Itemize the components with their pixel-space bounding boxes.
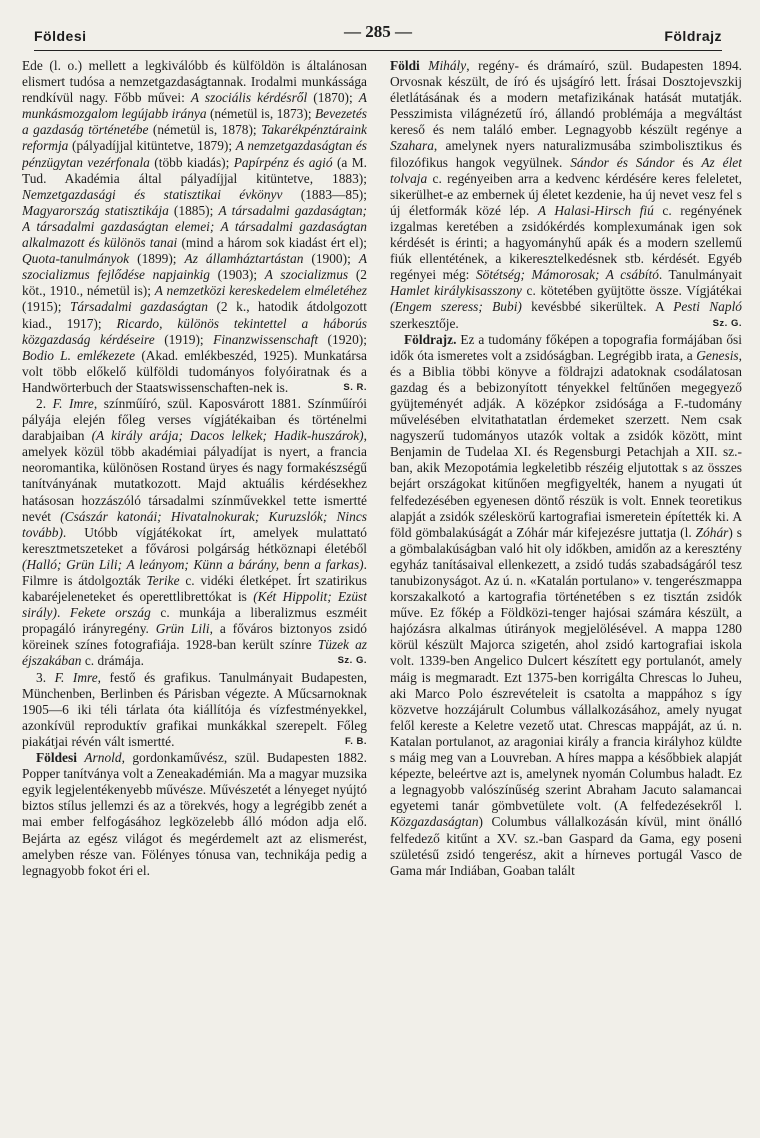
italic-text: A szocializmus [264,267,349,283]
author-signature: Sz. G. [337,655,367,667]
italic-text: Magyarország statisztikája [22,202,169,218]
entry-text: (1915); [22,299,70,315]
entry-text: ) Columbus vállalkozásán kívül, mint önálló felfedező kitűnt a XV. sz.-ban Gaspard da Gama, egy poseni születésű zsidó tengerész, akit a hírneves portugál Vasco de Gama már Indiában, Goaban talált [390,814,742,878]
entry-text: (a M. Tud. Akadémia által pályadíjjal kitüntetve, 1883); [22,154,367,186]
italic-text: Társadalmi gazdaságtan [69,299,208,315]
italic-text: F. Imre [54,669,98,685]
entry-paragraph [390,332,742,879]
italic-text: A szocializmus fejlődése napjainkig [22,251,367,283]
author-signature: Sz. G. [712,317,742,329]
entry-text: c. vidéki életképet. Írt szatirikus kabaréjeleneteket és operettlibrettókat is [22,573,367,605]
italic-text: (Engem szeress; Bubi) [390,299,522,315]
entry-text: . [56,605,70,621]
italic-text: Papírpénz és agió [233,154,333,170]
entry-text: Ede (l. o.) mellett a legkiválóbb és külföldön is általánosan elismert tudósa a nemzetgazdaságtannak. Irodalmi munkássága rendkívül nagy. Főbb művei: [22,58,367,106]
italic-text: A Halasi-Hirsch fiú [537,202,654,218]
entry-text: , regény- és drámaíró, szül. Budapesten 1894. Orvosnak készült, de író és ujságíró lett. Írásai Dosztojevszkij életlátásának és a modern metafizikának hatását mutatják. Pesszimista világnézetű író, állandó problémája a megváltást kereső és nem találó ember. Legnagyobb készült regénye a [390,58,742,138]
italic-text: A nemzetközi kereskedelem elméletéhez [154,283,367,299]
entry-text: szerkesztője. [390,315,459,331]
entry-text: (németül is, 1878); [148,122,262,138]
right-column [390,58,742,1128]
italic-text: Fekete ország [69,605,151,621]
italic-text: Közgazdaságtan [390,814,479,830]
entry-text: c. regényeiben arra a kedvenc kérdésére keres feleletet, sikerülhet-e az embernek új életet kezdenie, ha új nevet vesz fel s új életformák közé lép. [390,170,742,218]
entry-text: (Akad. emlékbeszéd, 1925). Munkatársa volt több előkelő külföldi tudományos folyóiratnak és a Handwörterbuch der Staatswissenschaften-nek is. [22,347,367,395]
entry-text: c. regényének izgalmas keretében a zsidókérdés komplexumának igen sok kérdését is érinti; a hagyományhű apák és a modern szellemű fiúk ellentétének, a kikeresztelkedésnek stb. kérdését. Egyéb regényei még: [390,202,742,283]
header-rule [34,50,722,51]
entry-text: (1899); [129,251,185,267]
entry-text: 2. [36,395,53,411]
entry-headword: Földesi [36,750,77,766]
page-header [34,22,722,46]
italic-text: Bodio L. emlékezete [22,347,136,363]
italic-text: Ricardo, különös tekintettel a háborús közgazdaság kérdéseire [22,315,367,347]
entry-text: (1883—85); [282,186,367,202]
italic-text: Nemzetgazdasági és statisztikai évkönyv [22,186,283,202]
entry-text: (1920); [318,331,367,347]
italic-text: Takarékpénztáraink reformja [22,122,367,154]
entry-text: (1885); [168,202,219,218]
italic-text: Sándor és Sándor [570,154,675,170]
italic-text: Sötétség; Mámorosak; A csábító [475,267,659,283]
entry-paragraph [22,750,367,879]
entry-text: Ez a tudomány főképen a topografia formájában ősi idők óta ismeretes volt a zsidóságban. Legrégibb irata, a [390,331,742,363]
italic-text: Grün Lili [155,621,210,637]
entry-text: (németül is, 1873); [206,106,315,122]
running-head-right: Földrajz [664,28,722,44]
italic-text: F. Imre [52,395,94,411]
italic-text: (Császár katonái; Hivatalnokurak; Kuruzslók; Nincs tovább) [22,508,367,540]
page-number: — 285 — [344,22,412,41]
entry-text: . Tanulmányait [658,267,742,283]
italic-text: Bevezetés a gazdaság történetébe [22,106,367,138]
entry-text: . Filmre is átdolgozták [22,556,367,588]
entry-paragraph [22,396,367,670]
italic-text: Terike [146,573,180,588]
entry-text: (2 k., hatodik átdolgozott kiad., 1917); [22,299,367,331]
italic-text: Az élet tolvaja [390,154,742,186]
entry-headword: Földi [390,58,420,73]
italic-text: A szociális kérdésről [190,90,308,106]
italic-text: A társadalmi gazdaságtan; A társadalmi gazdaságtan elemei; A társadalmi gazdaságtan alkalmazott és különös tanai [22,202,367,251]
italic-text: Arnold [84,750,122,766]
italic-text: Genesis [696,347,739,363]
entry-text: c. munkája a liberalizmus eszméit propagáló irányregény. [22,605,367,637]
entry-text: , és a Biblia többi könyve a földrajzi adatoknak csodálatosan gazdag és a bebizonyított tényekkel feltűnően megegyező gyüjteményét adják. A középkor zsidósága a F.-tudomány művelésében elvitathatatlan érdemeket szerzett. Nem csak nagyszerű tudományos utazók voltak a zsidók között, mint Benjamin de Tudelaa XI. és Regensburgi Petachjah a XII. sz.-ban, akik Mezopotámia legkeletibb részéig eljutottak s az összes bejárt országokat kitűnően megfigyelték, hanem a nyugati út felfedezésében egyenesen döntő részük is volt. Ennek teoretikus alapját a zsidók széleskörű kartografiai ismeretein építették ki. A föld gömbalakúságát a Zóhár már kifejezésre juttatja (l. [390,347,742,540]
italic-text: A munkásmozgalom legújabb iránya [22,90,367,122]
entry-text: c. kötetében gyüjtötte össze. Vígjátékai [521,283,742,299]
author-signature: F. B. [344,735,367,747]
entry-text: , gordonkaművész, szül. Budapesten 1882. Popper tanítványa volt a Zeneakadémián. Ma a magyar muzsika egyik legjelentékenyebb művésze. Művészetét a lényeget nyújtó biztos stílus jellemzi és az a törekvés, hogy a legrégibb zenét a mai ember felfogásához legközelebb álló módon adja elő. Bejárta az egész világot és megérdemelt azt az elismerést, amelyben része van. Fölényes tónusa van, technikája pedig a legnagyobb fokot éri el. [22,750,367,878]
entry-text: ) s a gömbalakúságban való hit oly időkben, amidőn az a keresztény egyház tanításaival ellenkezett, a zsidó tudás szabadságáról tesz tanubizonyságot. Az ú. n. «Katalán portulano» v. tengerészmappa korszakalkotó a kartografia történetében s ez tisztán zsidók műve. Ez főkép a Földközi-tenger hajósai számára készült, a hajózásra alkalmas útirányok megjelölésével. A mappa 1280 körül készült Majorca szigetén, ahol zsidó kartografiai iskola volt. 1339-ben Angelico Dulcert készített egy portulanót, amely máig is megmaradt. Ezt 1375-ben korrigálta Chrescas lo Juheu, aki Marco Polo észrevételeit is csatolta a mappához s így közvetve hozzájárult Columbus vállalkozásához, amely nyugat felől kereste a Keletre vezető utat. Chrescas mappáját, az ú. n. Katalan portulanot, az aragoniai király a francia királyhoz küldte s máig meg van a Louvreban. A híres mappa a későbbiek alapját képezte, beleértve azt is, amelynek nyomán Columbus haladt. Ez a legnagyobb valószínűség szerint Abraham Jacuto salamancai egyetemi tanár gömbvetülete volt. (A felfedezésekről l. [390,524,742,814]
italic-text: Tüzek az éjszakában [22,637,367,669]
italic-text: (Halló; Grün Lili; A leányom; Künn a bárány, benn a farkas) [22,556,364,572]
entry-text: , amelynek nyers naturalizmusába szimbolisztikus és filozófikus hangok vegyülnek. [390,138,742,170]
italic-text: Quota-tanulmányok [22,251,130,267]
entry-text: (mind a három sok kiadást ért el); [177,235,367,251]
italic-text: Hamlet királykisasszony [390,283,522,299]
italic-text: Finanzwissenschaft [213,331,319,347]
entry-text: , amelyek közül több akadémiai pályadíjat is nyert, a francia neoromantika, különösen Rostand üryes és nagy formakészségű tanítványának mutatkozott. Majd aktuális kérdésekhez hatásosan hozzászóló társadalmi színművekkel tette ismertté nevét [22,428,367,524]
entry-text: . Utóbb vígjátékokat írt, amelyek mulattató keresztmetszeteket a fővárosi polgárság hétköznapi életéből [22,524,367,556]
entry-text: , festő és grafikus. Tanulmányait Budapesten, Münchenben, Berlinben és Párisban végezte. A Műcsarnoknak 1905—6 iki téli tárlata óta kiállítója és vízfestményekkel, azonkívül reproduktív grafikai munkákkal szerepelt. Főleg piakátjai révén vált ismertté. [22,669,367,749]
entry-paragraph [22,670,367,750]
italic-text: Zóhár [695,524,729,540]
entry-text: (1900); [303,251,359,267]
entry-text: (pályadíjjal kitüntetve, 1879); [68,138,236,154]
italic-text: Szahara [390,138,434,154]
italic-text: Pesti Napló [673,299,742,315]
entry-text: (több kiadás); [149,154,234,170]
author-signature: S. R. [343,381,367,393]
left-column [22,58,367,1128]
entry-text: , a főváros biztonyos zsidó köreinek színes fotografiája. 1928-ban került színre [22,621,367,653]
italic-text: (A király arája; Dacos lelkek; Hadik-huszárok) [91,428,364,444]
entry-text: (1870); [307,90,359,106]
entry-headword: Földrajz. [404,331,457,347]
entry-paragraph [22,58,367,396]
entry-text: (1919); [154,331,214,347]
italic-text: Az államháztartástan [184,251,304,267]
entry-text: 3. [36,669,55,685]
italic-text: Mihály [428,58,467,73]
running-head-left: Földesi [34,28,87,44]
entry-text: és [674,154,702,170]
entry-text: (2 köt., 1910., németül is); [22,267,367,299]
italic-text: (Két Hippolit; Ezüst sirály) [22,589,367,621]
entry-text: kevésbbé sikerültek. A [521,299,674,315]
entry-text: (1903); [209,267,265,283]
entry-text: c. drámája. [81,653,144,669]
entry-paragraph [390,58,742,332]
entry-text: , színműíró, szül. Kaposvárott 1881. Színműírói pályája elején főleg verses vígjátékaiban és történelmi darabjaiban [22,395,367,444]
italic-text: A nemzetgazdaságtan és pénzügytan vezérfonala [22,138,367,170]
